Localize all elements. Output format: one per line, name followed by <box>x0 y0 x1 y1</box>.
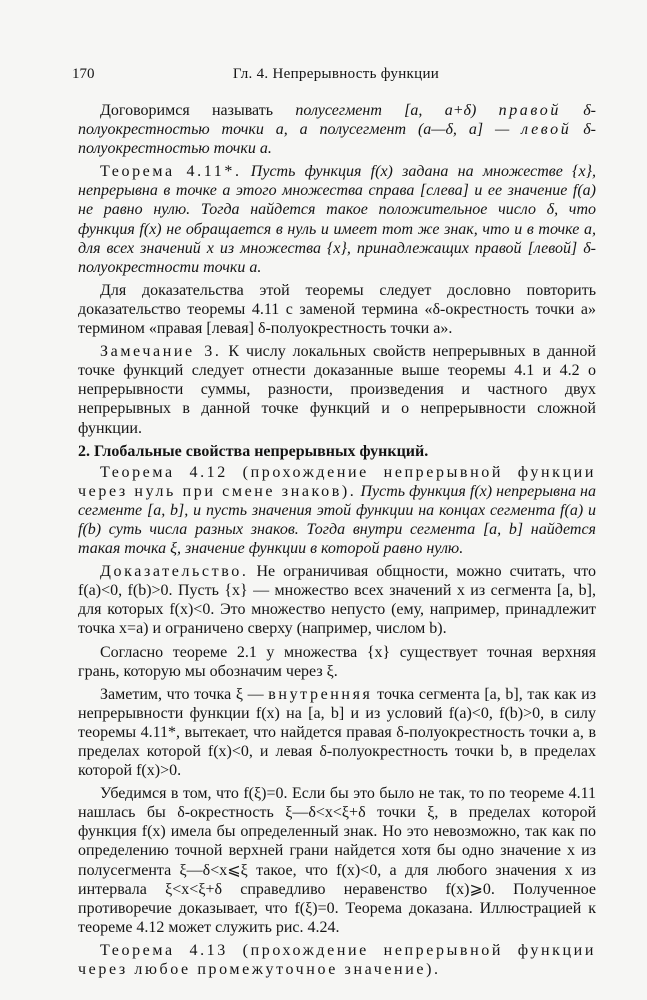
running-head: Гл. 4. Непрерывность функции <box>232 66 440 82</box>
text-span: Заметим, что точка ξ — <box>100 685 269 703</box>
proof-label: Доказательство. <box>100 563 249 581</box>
proof-text: Не ограничивая общности, можно считать, что f(a)<0, f(b)>0. Пусть {x} — множество всех значений x из сегмента [a, b], для которых f(x)<0. Это множество непусто (ему, например, принадлежит точка x=a) и ограничено сверху (например, числом b). <box>78 563 596 638</box>
theorem-title: (прохождение непрерывной функции через нуль при смене знаков). <box>78 463 596 500</box>
interior-point-paragraph <box>78 685 596 780</box>
page-number: 170 <box>72 66 95 82</box>
definition-paragraph <box>78 101 596 158</box>
remark-3 <box>78 342 596 437</box>
section-heading: 2. Глобальные свойства непрерывных функций. <box>78 442 429 460</box>
theorem-4-12 <box>78 463 596 558</box>
page-header <box>72 66 600 86</box>
text-span: точка сегмента [a, b], так как из непрерывности функции f(x) на [a, b] и из условий f(a)<0, f(b)>0, в силу теоремы 4.11*, вытекает, что найдется правая δ-полуокрестность точки a, в пределах которой f(x)<0, и левая δ-полуокрестность точки b, в пределах которой f(x)>0. <box>78 685 597 780</box>
remark-text: К числу локальных свойств непрерывных в данной точке функций следует отнести доказанные выше теоремы 4.1 и 4.2 о непрерывности суммы, разности, произведения и частного двух непрерывных в данной точке функций и о непрерывности сложной функции. <box>78 343 596 437</box>
theorem-4-13 <box>78 941 596 979</box>
emphasis-inner: внутренняя <box>268 685 373 703</box>
theorem-text: Пусть функция f(x) непрерывна на сегменте [a, b], и пусть значения этой функции на концах сегмента f(a) и f(b) суть числа разных знаков. Тогда внутри сегмента [a, b] найдется такая точка ξ, значение функции в которой равно нулю. <box>78 482 596 558</box>
theorem-4-11 <box>78 162 596 277</box>
emphasis-left: левой <box>521 121 572 139</box>
text-span: Договоримся называть <box>100 102 296 119</box>
emphasis-right: правой <box>498 102 561 119</box>
proof-note-paragraph: Для доказательства этой теоремы следует дословно повторить доказательство теоремы 4.11 с заменой термина «δ-окрестность точки a» термином «правая [левая] δ-полуокрестность точки a». <box>78 281 596 338</box>
text-span: δ-полуокрестностью точки a. <box>78 121 596 158</box>
theorem-label: Теорема 4.13 <box>100 941 228 959</box>
text-span: полусегмент [a, a+δ) <box>295 102 499 119</box>
supremum-paragraph: Согласно теореме 2.1 у множества {x} существует точная верхняя грань, которую мы обозначим через ξ. <box>78 643 596 680</box>
conclusion-paragraph: Убедимся в том, что f(ξ)=0. Если бы это было не так, то по теореме 4.11 нашлась бы δ-окрестность ξ—δ<x<ξ+δ точки ξ, в пределах которой функция f(x) имела бы определенный знак. Но это невозможно, так как по определению точной верхней грани найдется хотя бы одно значение x из полусегмента ξ—δ<x⩽ξ такое, что f(x)<0, а для любого значения x из интервала ξ<x<ξ+δ справедливо неравенство f(x)⩾0. Полученное противоречие доказывает, что f(ξ)=0. Теорема доказана. Иллюстрацией к теореме 4.12 может служить рис. 4.24. <box>78 785 596 936</box>
remark-label: Замечание 3. <box>100 343 222 361</box>
proof-paragraph <box>78 562 596 638</box>
text-span: δ-полуокрестностью точки a, а полусегмент (a—δ, a] — <box>78 102 597 139</box>
theorem-label: Теорема 4.12 <box>100 463 228 481</box>
page-body <box>78 101 596 983</box>
theorem-title: (прохождение непрерывной функции через любое промежуточное значение). <box>78 941 596 979</box>
theorem-text: Пусть функция f(x) задана на множестве {x}, непрерывна в точке a этого множества справа [слева] и ее значение f(a) не равно нулю. Тогда найдется такое положительное число δ, что функция f(x) не обращается в нуль и имеет тот же знак, что и в точке a, для всех значений x из множества {x}, принадлежащих правой [левой] δ-полуокрестности точки a. <box>78 163 596 276</box>
theorem-label: Теорема 4.11*. <box>100 163 242 181</box>
